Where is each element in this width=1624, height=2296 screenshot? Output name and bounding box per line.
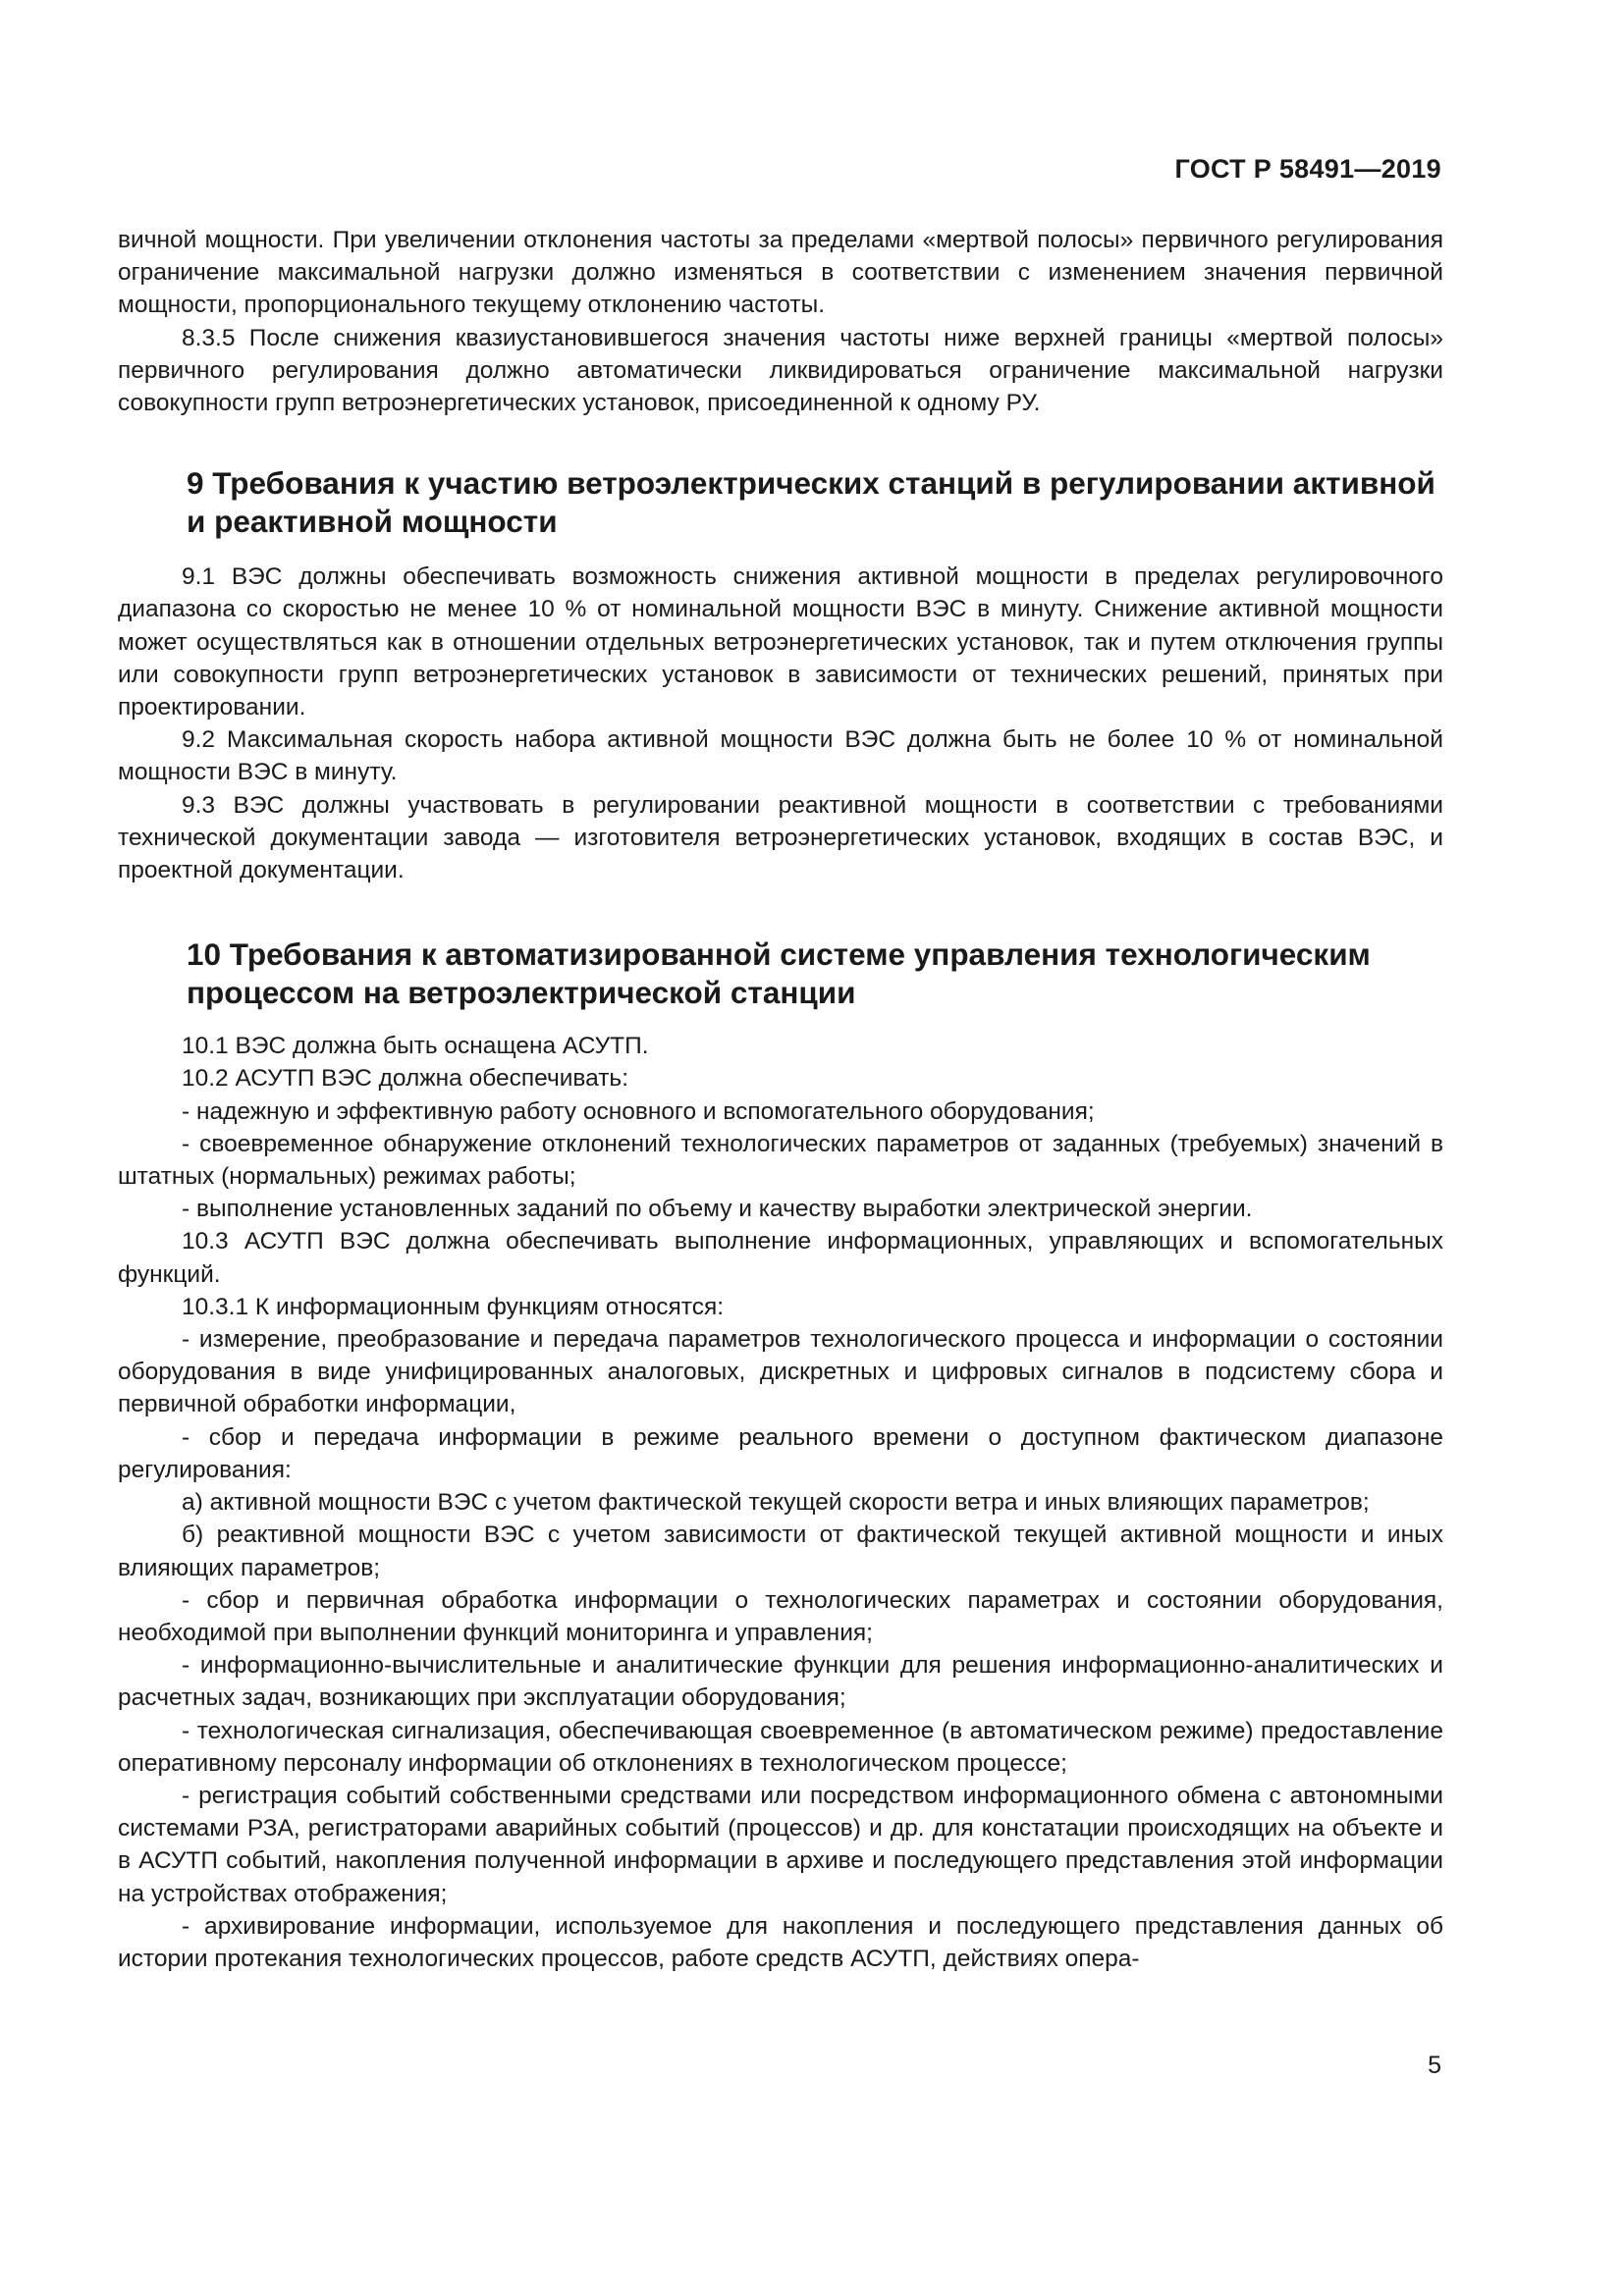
paragraph: 10.3.1 К информационным функциям относятся: — [182, 1293, 725, 1320]
list-item: - надежную и эффективную работу основного и вспомогательного оборудования; — [182, 1097, 1095, 1125]
paragraph: 9.3 ВЭС должны участвовать в регулировании реактивной мощности в соответствии с требованиями технической документации завода — изготовителя ветроэнергетических установок, входящих в состав ВЭС, и проектной документации. — [118, 791, 1443, 884]
section-heading: 10 Требования к автоматизированной системе управления технологическим процессом на ветроэлектрической станции — [187, 936, 1371, 1011]
paragraph: вичной мощности. При увеличении отклонения частоты за пределами «мертвой полосы» первичного регулирования ограничение максимальной нагрузки должно изменяться в соответствии с изменением значения первичной мощности, пропорционального текущему отклонению частоты. — [118, 227, 1443, 319]
list-item: б) реактивной мощности ВЭС с учетом зависимости от фактической текущей активной мощности и иных влияющих параметров; — [118, 1522, 1443, 1581]
paragraph: 10.2 АСУТП ВЭС должна обеспечивать: — [182, 1065, 629, 1093]
section-heading: 9 Требования к участию ветроэлектрических станций в регулировании активной и реактивной мощности — [187, 465, 1435, 540]
page-content — [118, 224, 1443, 1975]
running-header: ГОСТ Р 58491—2019 — [1174, 154, 1441, 184]
list-item: - измерение, преобразование и передача параметров технологического процесса и информации о состоянии оборудования в виде унифицированных аналоговых, дискретных и цифровых сигналов в подсистему сбора и первичной обработки информации, — [118, 1326, 1443, 1418]
paragraph: 10.3 АСУТП ВЭС должна обеспечивать выполнение информационных, управляющих и вспомогательных функций. — [118, 1228, 1443, 1288]
list-item: - сбор и первичная обработка информации о технологических параметрах и состоянии оборудования, необходимой при выполнении функций мониторинга и управления; — [118, 1586, 1443, 1646]
list-item: а) активной мощности ВЭС с учетом фактической текущей скорости ветра и иных влияющих параметров; — [182, 1489, 1370, 1517]
paragraph: 9.2 Максимальная скорость набора активной мощности ВЭС должна быть не более 10 % от номинальной мощности ВЭС в минуту. — [118, 726, 1443, 786]
list-item: - своевременное обнаружение отклонений технологических параметров от заданных (требуемых) значений в штатных (нормальных) режимах работы; — [118, 1130, 1443, 1191]
list-item: - архивирование информации, используемое для накопления и последующего представления данных об истории протекания технологических процессов, работе средств АСУТП, действиях опера- — [118, 1912, 1443, 1972]
paragraph: 8.3.5 После снижения квазиустановившегося значения частоты ниже верхней границы «мертвой полосы» первичного регулирования должно автоматически ликвидироваться ограничение максимальной нагрузки совокупности групп ветроэнергетических установок, присоединенной к одному РУ. — [118, 324, 1443, 417]
list-item: - выполнение установленных заданий по объему и качеству выработки электрической энергии. — [182, 1196, 1253, 1223]
list-item: - информационно-вычислительные и аналитические функции для решения информационно-аналитических и расчетных задач, возникающих при эксплуатации оборудования; — [118, 1652, 1443, 1712]
page-number: 5 — [1428, 2052, 1441, 2079]
paragraph: 10.1 ВЭС должна быть оснащена АСУТП. — [182, 1033, 649, 1060]
list-item: - сбор и передача информации в режиме реального времени о доступном фактическом диапазоне регулирования: — [118, 1423, 1443, 1483]
paragraph: 9.1 ВЭС должны обеспечивать возможность снижения активной мощности в пределах регулировочного диапазона со скоростью не менее 10 % от номинальной мощности ВЭС в минуту. Снижение активной мощности может осуществляться как в отношении отдельных ветроэнергетических установок, так и путем отключения группы или совокупности групп ветроэнергетических установок в зависимости от технических решений, принятых при проектировании. — [118, 563, 1443, 721]
list-item: - регистрация событий собственными средствами или посредством информационного обмена с автономными системами РЗА, регистраторами аварийных событий (процессов) и др. для констатации происходящих на объекте и в АСУТП событий, накопления полученной информации в архиве и последующего представления этой информации на устройствах отображения; — [118, 1782, 1443, 1907]
list-item: - технологическая сигнализация, обеспечивающая своевременное (в автоматическом режиме) предоставление оперативному персоналу информации об отклонениях в технологическом процессе; — [118, 1717, 1443, 1777]
